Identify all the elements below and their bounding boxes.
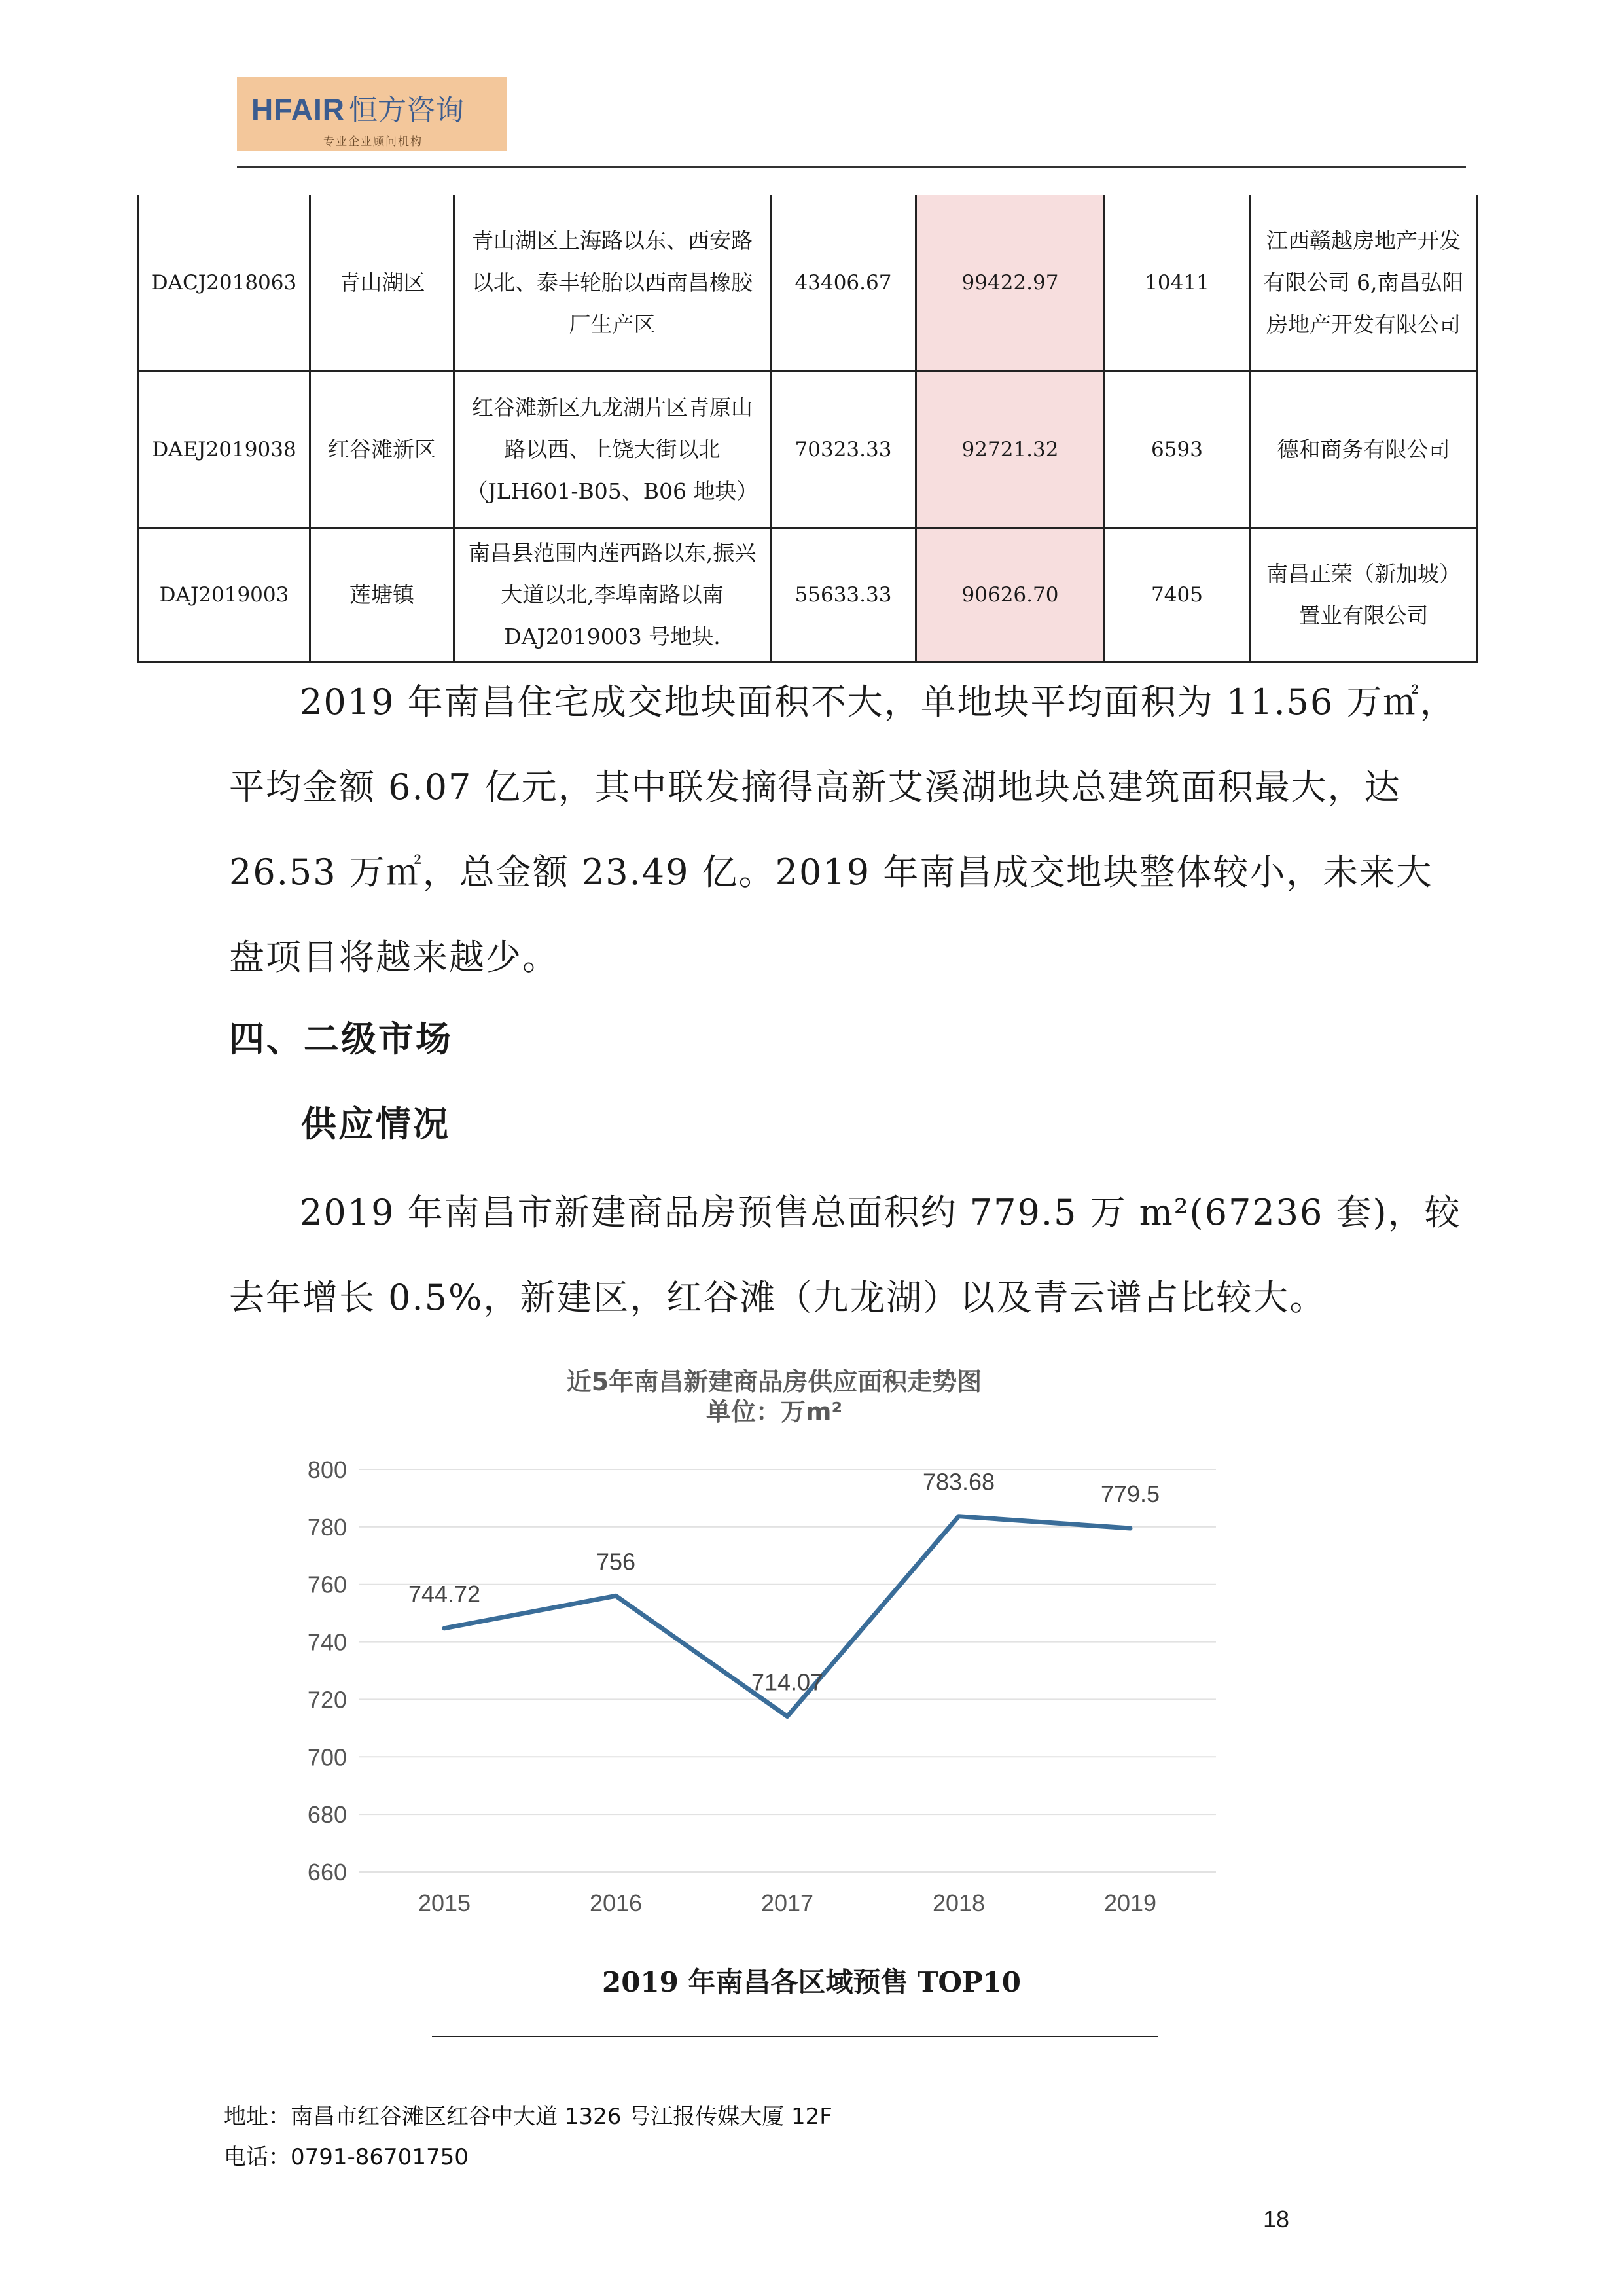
- supply-trend-chart: [274, 1348, 1275, 1924]
- x-tick-label: 2018: [932, 1890, 986, 1916]
- footer-address: 地址：南昌市红谷滩区红谷中大道 1326 号江报传媒大厦 12F: [224, 2104, 832, 2130]
- chart-subtitle: 单位：万m²: [705, 1397, 843, 1426]
- y-tick-label: 660: [307, 1859, 347, 1886]
- land-building-area: 92721.32: [916, 372, 1105, 528]
- data-point: [442, 1626, 446, 1630]
- land-district: 红谷滩新区: [310, 372, 454, 528]
- y-tick-label: 720: [307, 1686, 347, 1713]
- y-tick-label: 740: [307, 1628, 347, 1656]
- logo-mark: HFAIR: [251, 92, 345, 126]
- land-district: 青山湖区: [310, 195, 454, 372]
- page-number: 18: [1263, 2206, 1290, 2233]
- data-label: 783.68: [922, 1468, 995, 1496]
- data-point: [614, 1594, 618, 1598]
- chart-title: 近5年南昌新建商品房供应面积走势图: [566, 1367, 982, 1396]
- figure-caption: 2019 年南昌各区域预售 TOP10: [601, 1966, 1021, 1998]
- land-area: 55633.33: [771, 528, 916, 662]
- data-label: 714.07: [751, 1668, 824, 1696]
- header-divider: [237, 166, 1466, 168]
- paragraph-supply: [229, 1170, 1466, 1340]
- paragraph-land-summary: [229, 660, 1466, 1000]
- y-tick-label: 800: [307, 1456, 347, 1483]
- x-tick-label: 2015: [418, 1890, 471, 1916]
- land-location: 红谷滩新区九龙湖片区青原山路以西、上饶大街以北（JLH601-B05、B06 地块）: [454, 372, 771, 528]
- land-buyer: 江西赣越房地产开发有限公司 6,南昌弘阳房地产开发有限公司: [1250, 195, 1478, 372]
- x-tick-label: 2017: [760, 1890, 814, 1916]
- paragraph-text: 2019 年南昌市新建商品房预售总面积约 779.5 万 m²(67236 套)，较去年增长 0.5%，新建区，红谷滩（九龙湖）以及青云谱占比较大。: [229, 1192, 1461, 1318]
- data-label: 779.5: [1100, 1480, 1160, 1508]
- land-transaction-table: [137, 195, 1478, 663]
- land-building-area: 90626.70: [916, 528, 1105, 662]
- subsection-heading: 供应情况: [301, 1103, 450, 1145]
- data-point: [1128, 1526, 1132, 1530]
- table-row: [139, 372, 1478, 528]
- land-code: DACJ2018063: [139, 195, 310, 372]
- data-point: [957, 1515, 961, 1518]
- land-location: 南昌县范围内莲西路以东,振兴大道以北,李埠南路以南 DAJ2019003 号地块.: [454, 528, 771, 662]
- table-row: [139, 528, 1478, 662]
- x-tick-label: 2016: [589, 1890, 643, 1916]
- caption-divider: [432, 2036, 1158, 2037]
- land-code: DAEJ2019038: [139, 372, 310, 528]
- data-label: 756: [596, 1548, 636, 1575]
- logo-tagline: 专业企业顾问机构: [323, 135, 423, 149]
- company-logo: [237, 77, 507, 151]
- y-tick-label: 780: [307, 1513, 347, 1541]
- y-tick-label: 760: [307, 1571, 347, 1598]
- land-area: 43406.67: [771, 195, 916, 372]
- land-price: 6593: [1105, 372, 1250, 528]
- logo-company-name: 恒方咨询: [349, 94, 464, 127]
- land-code: DAJ2019003: [139, 528, 310, 662]
- y-tick-label: 680: [307, 1801, 347, 1829]
- x-tick-label: 2019: [1103, 1890, 1157, 1916]
- land-building-area: 99422.97: [916, 195, 1105, 372]
- land-price: 10411: [1105, 195, 1250, 372]
- data-label: 744.72: [408, 1580, 481, 1607]
- chart-plot: [274, 1348, 1275, 1924]
- land-location: 青山湖区上海路以东、西安路以北、泰丰轮胎以西南昌橡胶厂生产区: [454, 195, 771, 372]
- land-price: 7405: [1105, 528, 1250, 662]
- section-heading: 四、二级市场: [229, 1018, 453, 1060]
- y-tick-label: 700: [307, 1744, 347, 1771]
- land-district: 莲塘镇: [310, 528, 454, 662]
- land-area: 70323.33: [771, 372, 916, 528]
- table-row: [139, 195, 1478, 372]
- paragraph-text: 2019 年南昌住宅成交地块面积不大，单地块平均面积为 11.56 万㎡，平均金额 6.07 亿元，其中联发摘得高新艾溪湖地块总建筑面积最大，达 26.53 万㎡，总金额 23.49 亿。2019 年南昌成交地块整体较小，未来大盘项目将越来越少。: [229, 681, 1457, 978]
- land-buyer: 南昌正荣（新加坡）置业有限公司: [1250, 528, 1478, 662]
- data-point: [785, 1714, 789, 1718]
- footer-phone: 电话：0791-86701750: [224, 2144, 469, 2170]
- land-buyer: 德和商务有限公司: [1250, 372, 1478, 528]
